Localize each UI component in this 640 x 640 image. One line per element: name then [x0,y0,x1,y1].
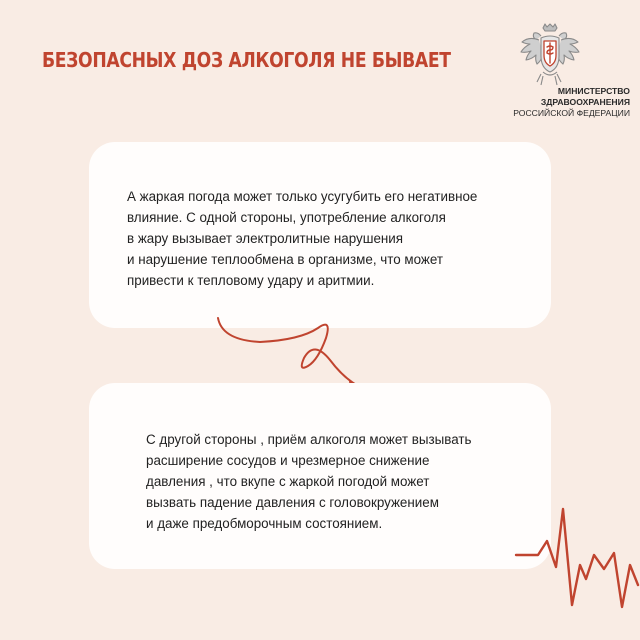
page-title: БЕЗОПАСНЫХ ДОЗ АЛКОГОЛЯ НЕ БЫВАЕТ [42,48,451,72]
ministry-line-2: ЗДРАВООХРАНЕНИЯ [540,97,630,107]
text-line: привести к тепловому удару и аритмии. [127,273,375,288]
text-line: и нарушение теплообмена в организме, что может [127,252,443,267]
text-line: С другой стороны , приём алкоголя может вызывать [146,432,472,447]
info-card-bottom [89,383,551,569]
text-line: давления , что вкупе с жаркой погодой может [146,474,430,489]
double-headed-eagle-icon [519,22,581,88]
text-line: А жаркая погода может только усугубить его негативное [127,189,478,204]
info-card-bottom-text [146,429,471,534]
text-line: в жару вызывает электролитные нарушения [127,231,404,246]
text-line: и даже предобморочным состоянием. [146,516,383,531]
info-card-top [89,142,551,328]
text-line: вызвать падение давления с головокружением [146,495,439,510]
ministry-name [470,86,630,119]
info-card-top-text [127,186,477,291]
heartbeat-line-icon [510,495,640,640]
ministry-line-1: МИНИСТЕРСТВО [557,86,630,96]
ministry-line-3: РОССИЙСКОЙ ФЕДЕРАЦИИ [513,108,630,118]
ministry-logo [470,20,630,130]
text-line: расширение сосудов и чрезмерное снижение [146,453,430,468]
text-line: влияние. С одной стороны, употребление алкоголя [127,210,446,225]
